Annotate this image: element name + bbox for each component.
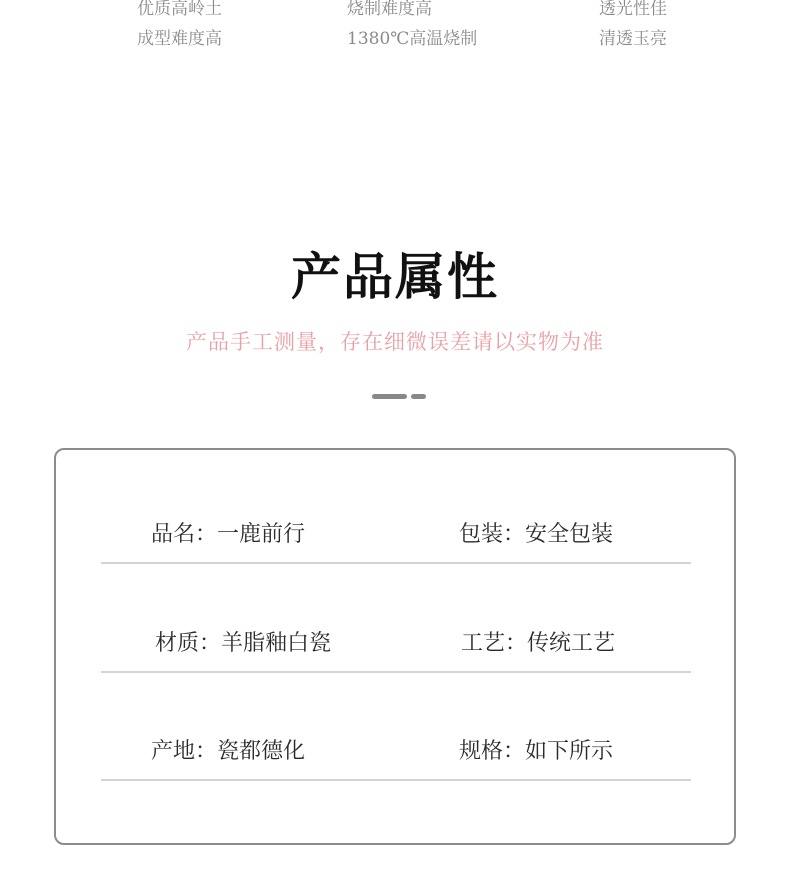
- section-subtitle: 产品手工测量，存在细微误差请以实物为准: [186, 330, 604, 354]
- attribute-craft: 工艺：传统工艺: [461, 631, 616, 656]
- attribute-spec: 规格：如下所示: [459, 739, 614, 764]
- divider-segment-long: [372, 394, 407, 399]
- feature-line: 优质高岭土: [137, 0, 222, 19]
- feature-line: 成型难度高: [137, 29, 222, 49]
- attribute-row: [101, 623, 691, 673]
- attribute-row: [101, 731, 691, 781]
- attribute-origin: 产地：瓷都德化: [151, 739, 306, 764]
- feature-line: 烧制难度高: [347, 0, 432, 19]
- attribute-material: 材质：羊脂釉白瓷: [155, 631, 332, 656]
- feature-line: 透光性佳: [599, 0, 667, 19]
- feature-column: [137, 0, 222, 54]
- attribute-packaging: 包装：安全包装: [459, 522, 614, 547]
- feature-column: [347, 0, 477, 54]
- attribute-product-name: 品名：一鹿前行: [151, 522, 306, 547]
- feature-column: [599, 0, 667, 54]
- feature-line: 清透玉亮: [599, 29, 667, 49]
- attribute-card: [54, 448, 736, 845]
- feature-line: 1380℃高温烧制: [347, 29, 478, 49]
- section-title: 产品属性: [291, 247, 499, 306]
- attribute-row: [101, 514, 691, 564]
- divider-mark: [372, 394, 426, 399]
- divider-segment-short: [411, 394, 426, 399]
